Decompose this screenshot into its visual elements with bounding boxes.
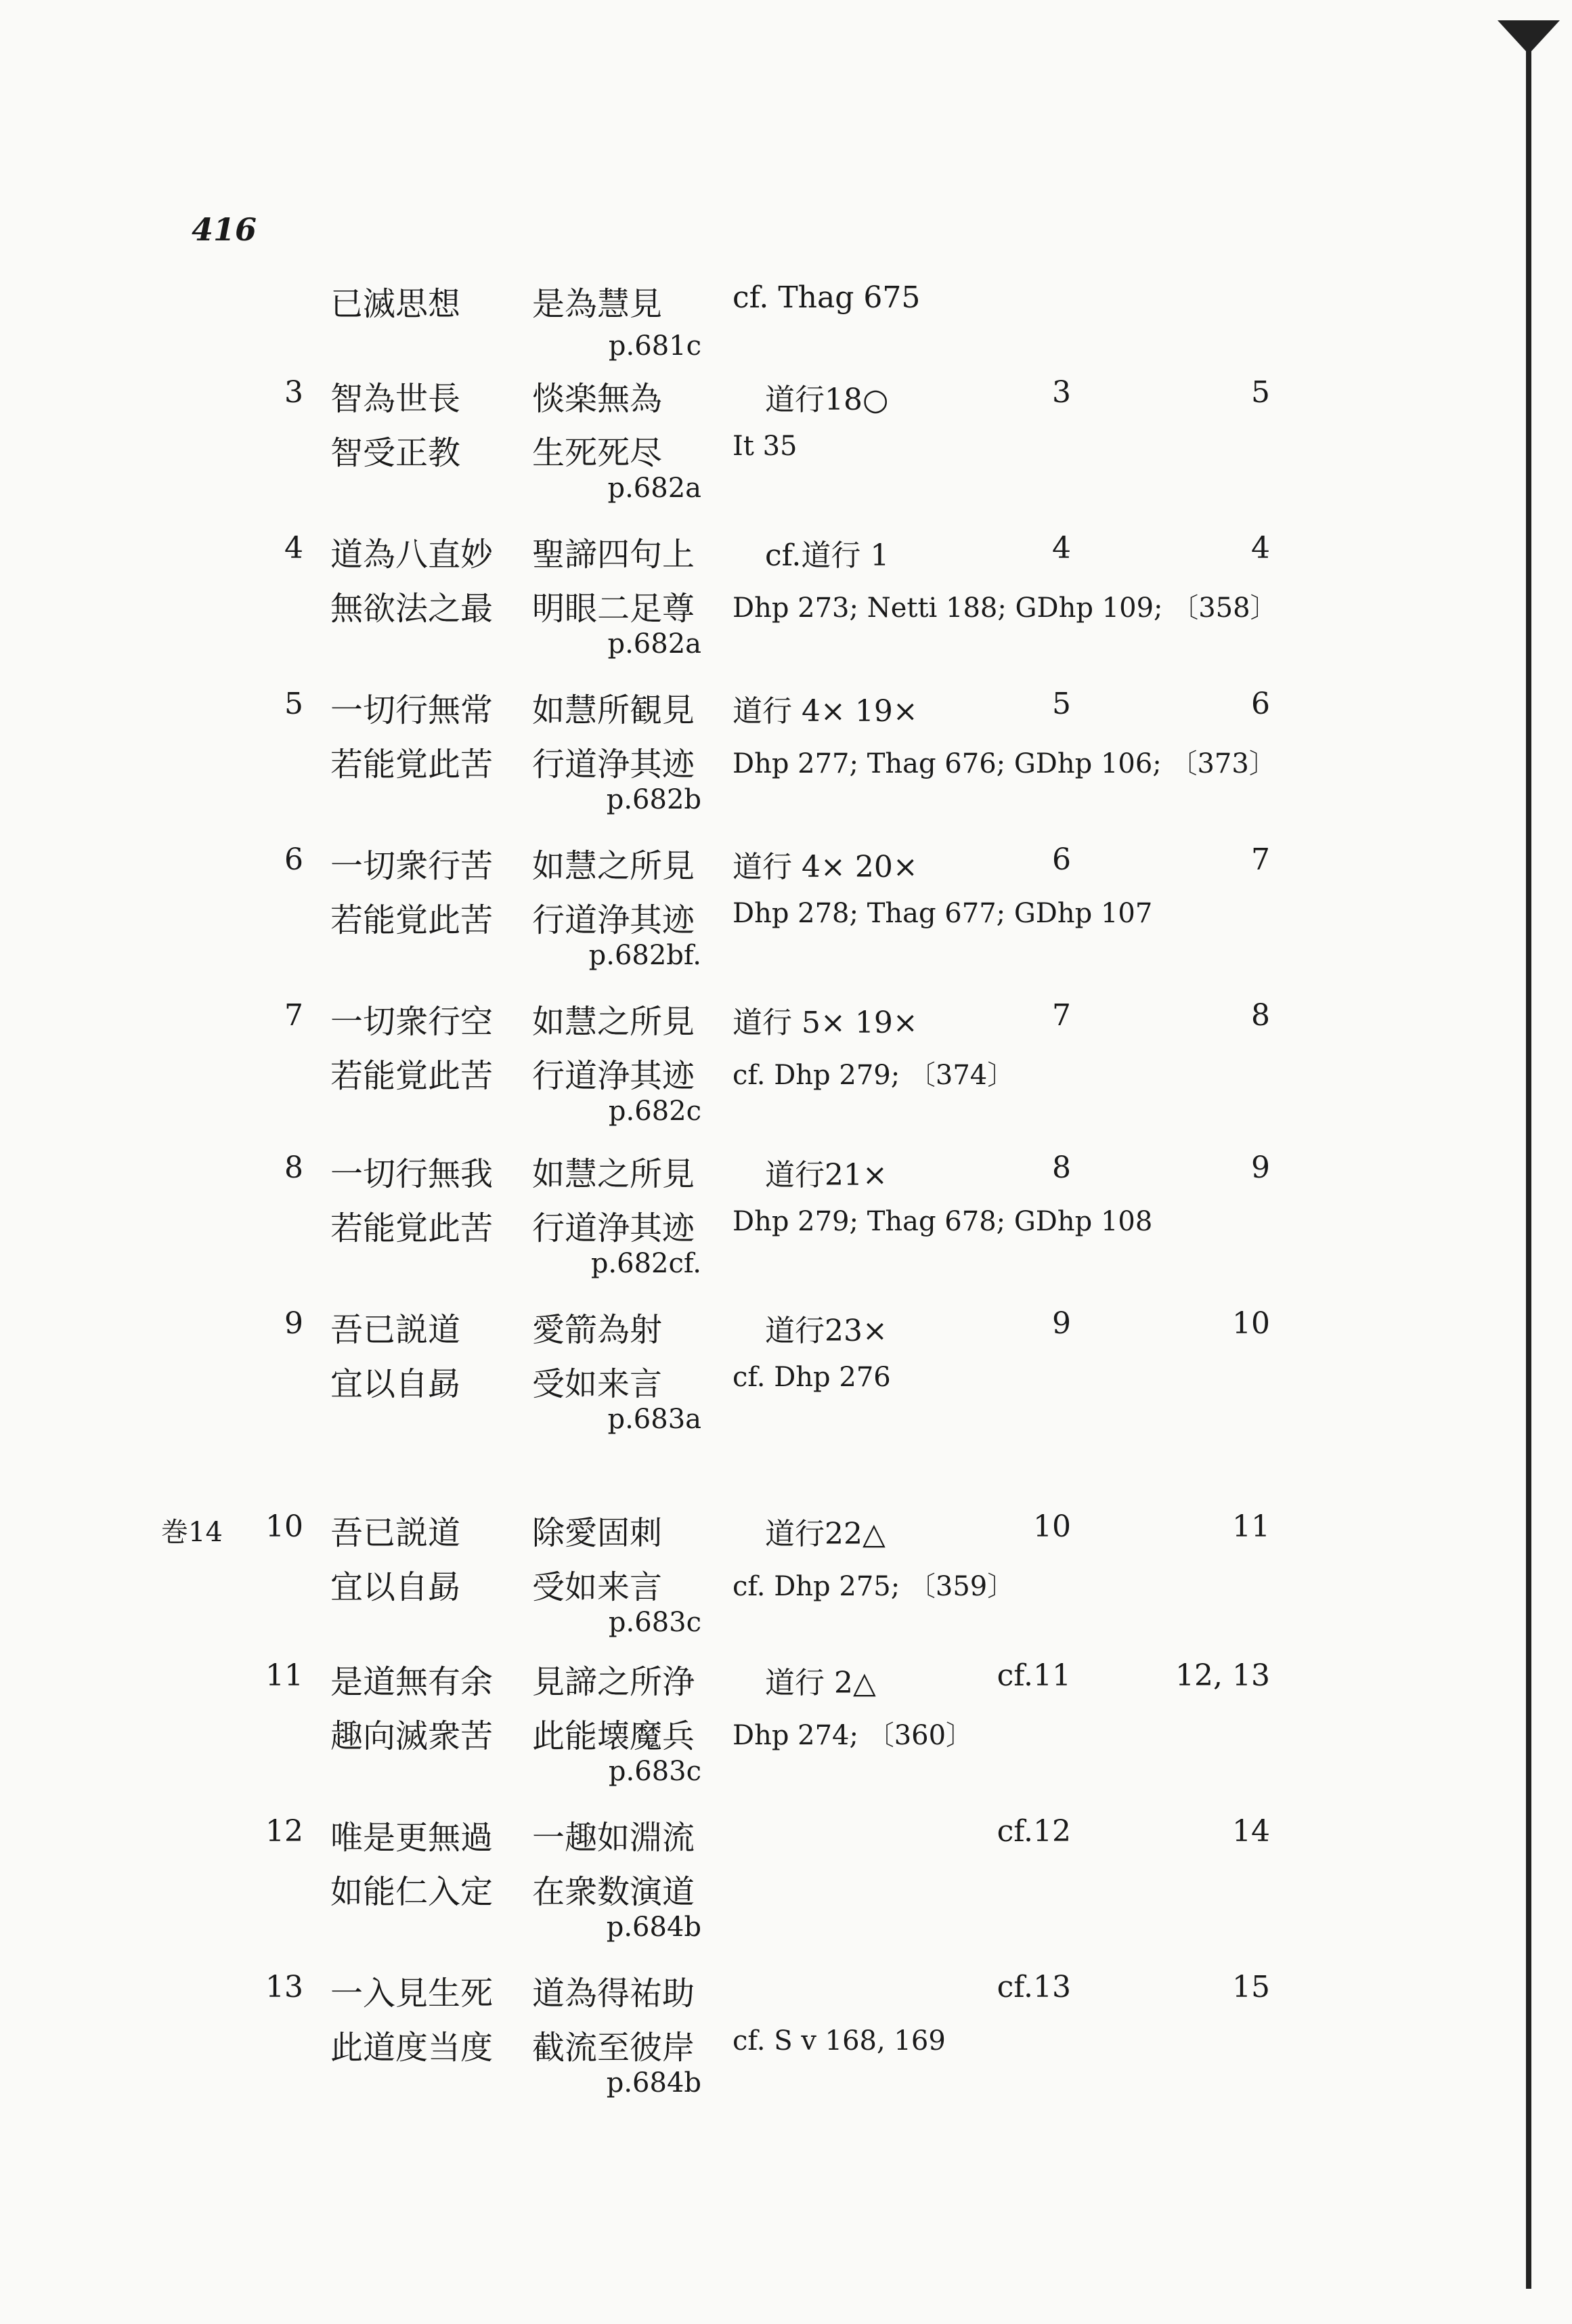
reference-secondary: cf. Dhp 275; 〔359〕 (733, 1571, 1015, 1602)
parallel-number-2: 10 (1232, 1306, 1270, 1341)
verse-number: 9 (284, 1306, 303, 1341)
verse-line-1a: 道為八直妙 (330, 536, 494, 574)
verse-line-1a: 吾已説道 (330, 1311, 461, 1349)
verse-line-1a: 是道無有余 (330, 1663, 494, 1701)
reference-primary: 道行 5× 19× (733, 1006, 918, 1040)
page-reference: p.684b (606, 1912, 701, 1943)
page-reference: p.682b (606, 784, 701, 815)
page-edge-rule (1526, 41, 1531, 2289)
verse-line-2a: 惔楽無為 (532, 380, 663, 418)
verse-number: 7 (284, 998, 303, 1033)
verse-line-2b: 受如来言 (532, 1568, 663, 1606)
verse-line-1a: 唯是更無過 (330, 1819, 494, 1857)
verse-line-2a: 如慧之所見 (532, 1155, 695, 1193)
verse-line-1a: 一切行無常 (330, 691, 494, 729)
verse-line-1a: 智為世長 (330, 380, 461, 418)
verse-line-1b: 智受正教 (330, 434, 461, 472)
verse-line-2b: 行道浄其迹 (532, 1057, 695, 1095)
reference-secondary: Dhp 274; 〔360〕 (733, 1720, 974, 1751)
parallel-number-1: cf.12 (997, 1814, 1071, 1849)
page-reference: p.683a (607, 1404, 701, 1435)
verse-line-2b: 行道浄其迹 (532, 1209, 695, 1247)
reference-primary: cf.道行 1 (765, 538, 890, 573)
verse-number: 11 (265, 1658, 303, 1693)
verse-line-1b: 若能覚此苦 (330, 901, 494, 939)
parallel-number-1: 9 (1052, 1306, 1071, 1341)
verse-line-1a: 吾已説道 (330, 1514, 461, 1552)
reference-secondary: cf. Dhp 276 (733, 1362, 891, 1393)
verse-line-2a: 一趣如淵流 (532, 1819, 695, 1857)
reference-primary: 道行23× (765, 1314, 888, 1348)
verse-line-2a: 是為慧見 (532, 285, 663, 323)
parallel-number-1: 5 (1052, 687, 1071, 721)
verse-number: 13 (265, 1970, 303, 2004)
verse-number: 3 (284, 375, 303, 410)
verse-number: 10 (265, 1509, 303, 1544)
parallel-number-2: 14 (1232, 1814, 1270, 1849)
page-number: 416 (192, 211, 257, 248)
page-reference: p.684b (606, 2067, 701, 2099)
verse-line-2b: 行道浄其迹 (532, 746, 695, 783)
verse-number: 8 (284, 1150, 303, 1185)
reference-primary: 道行22△ (765, 1517, 886, 1551)
verse-number: 5 (284, 687, 303, 721)
page-reference: p.682a (607, 473, 701, 504)
parallel-number-1: 7 (1052, 998, 1071, 1033)
verse-line-2a: 聖諦四句上 (532, 536, 695, 574)
reference-primary: 道行 4× 20× (733, 850, 918, 884)
reference-secondary: Dhp 277; Thag 676; GDhp 106; 〔373〕 (733, 748, 1276, 779)
page-reference: p.681c (608, 330, 701, 362)
parallel-number-2: 15 (1232, 1970, 1270, 2004)
parallel-number-2: 9 (1251, 1150, 1270, 1185)
reference-primary: 道行18○ (765, 383, 889, 417)
parallel-number-1: 8 (1052, 1150, 1071, 1185)
verse-line-1b: 宜以自勗 (330, 1365, 461, 1403)
verse-line-1b: 此道度当度 (330, 2029, 494, 2067)
verse-line-2b: 受如来言 (532, 1365, 663, 1403)
verse-line-2b: 截流至彼岸 (532, 2029, 695, 2067)
page-reference: p.683c (608, 1756, 701, 1787)
page-reference: p.682cf. (590, 1248, 701, 1279)
parallel-number-1: cf.11 (997, 1658, 1071, 1693)
reference-secondary: Dhp 278; Thag 677; GDhp 107 (733, 898, 1153, 929)
parallel-number-1: cf.13 (997, 1970, 1071, 2004)
verse-line-1b: 宜以自勗 (330, 1568, 461, 1606)
verse-number: 6 (284, 842, 303, 877)
parallel-number-1: 4 (1052, 531, 1071, 565)
verse-line-2b: 在衆数演道 (532, 1873, 695, 1911)
verse-line-1a: 一切衆行空 (330, 1003, 494, 1041)
reference-secondary: cf. S v 168, 169 (733, 2025, 946, 2057)
reference-primary: 道行 2△ (765, 1666, 876, 1700)
page-reference: p.682c (608, 1096, 701, 1127)
verse-line-1a: 一切衆行苦 (330, 847, 494, 885)
parallel-number-2: 7 (1251, 842, 1270, 877)
parallel-number-2: 8 (1251, 998, 1270, 1033)
verse-line-1b: 趣向滅衆苦 (330, 1717, 494, 1755)
parallel-number-2: 4 (1251, 531, 1270, 565)
verse-line-2b: 明眼二足尊 (532, 590, 695, 628)
verse-line-1b: 如能仁入定 (330, 1873, 494, 1911)
verse-line-2a: 除愛固刺 (532, 1514, 663, 1552)
verse-line-2a: 如慧所観見 (532, 691, 695, 729)
verse-line-1b: 若能覚此苦 (330, 1209, 494, 1247)
verse-line-2b: 生死死尽 (532, 434, 663, 472)
reference-secondary: It 35 (733, 431, 798, 462)
verse-line-2b: 行道浄其迹 (532, 901, 695, 939)
volume-label: 巻14 (161, 1517, 223, 1548)
page-reference: p.682bf. (588, 940, 701, 971)
verse-line-2b: 此能壊魔兵 (532, 1717, 695, 1755)
verse-line-1a: 一切行無我 (330, 1155, 494, 1193)
parallel-number-2: 11 (1232, 1509, 1270, 1544)
verse-number: 12 (265, 1814, 303, 1849)
reference-secondary: Dhp 273; Netti 188; GDhp 109; 〔358〕 (733, 593, 1278, 624)
reference-primary: 道行 4× 19× (733, 694, 918, 729)
verse-line-1b: 若能覚此苦 (330, 1057, 494, 1095)
parallel-number-1: 10 (1033, 1509, 1071, 1544)
reference-secondary: cf. Dhp 279; 〔374〕 (733, 1060, 1015, 1091)
reference-primary: 道行21× (765, 1158, 888, 1192)
reference-primary: cf. Thag 675 (733, 280, 921, 315)
verse-line-2a: 道為得祐助 (532, 1975, 695, 2013)
verse-line-2a: 如慧之所見 (532, 1003, 695, 1041)
verse-line-1a: 已滅思想 (330, 285, 461, 323)
verse-line-1b: 若能覚此苦 (330, 746, 494, 783)
parallel-number-2: 5 (1251, 375, 1270, 410)
parallel-number-2: 6 (1251, 687, 1270, 721)
verse-line-2a: 如慧之所見 (532, 847, 695, 885)
verse-number: 4 (284, 531, 303, 565)
verse-line-2a: 愛箭為射 (532, 1311, 663, 1349)
verse-line-1b: 無欲法之最 (330, 590, 494, 628)
page-reference: p.683c (608, 1607, 701, 1638)
verse-line-1a: 一入見生死 (330, 1975, 494, 2013)
page-reference: p.682a (607, 628, 701, 660)
parallel-number-2: 12, 13 (1175, 1658, 1270, 1693)
parallel-number-1: 6 (1052, 842, 1071, 877)
reference-secondary: Dhp 279; Thag 678; GDhp 108 (733, 1206, 1153, 1237)
parallel-number-1: 3 (1052, 375, 1071, 410)
verse-line-2a: 見諦之所浄 (532, 1663, 695, 1701)
